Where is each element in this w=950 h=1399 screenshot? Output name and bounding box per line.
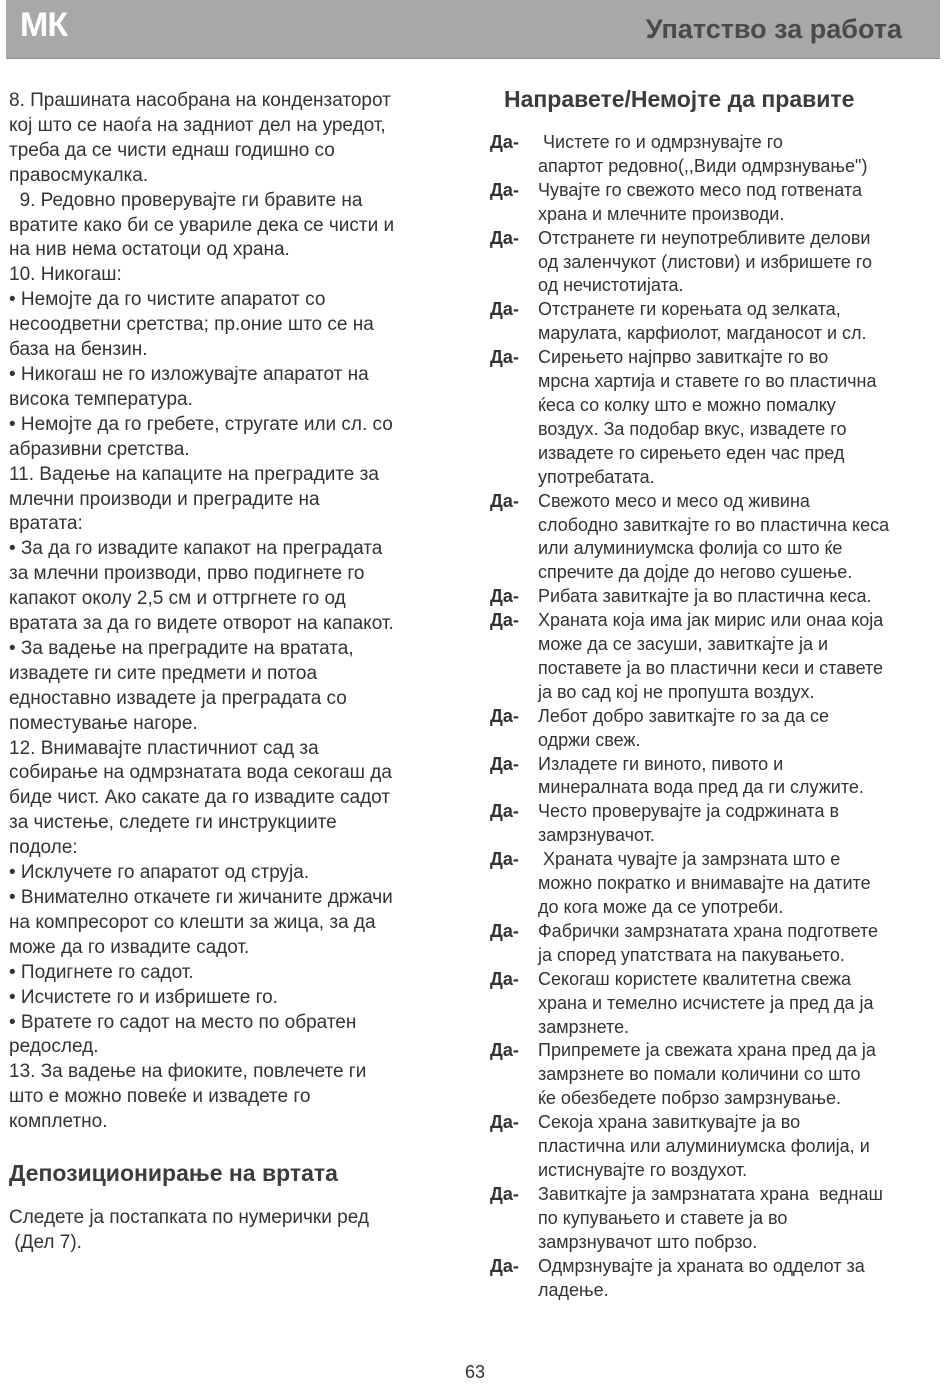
do-label: Да- bbox=[490, 920, 519, 941]
do-label: Да- bbox=[490, 1255, 519, 1276]
do-item-text: Фабрички замрзнатата храна подгответе ја според упатствата на пакувањето. bbox=[538, 920, 879, 965]
do-item bbox=[490, 753, 942, 801]
instruction-line: • Никогаш не го изложувајте апаратот на bbox=[9, 363, 369, 385]
do-item bbox=[490, 179, 942, 227]
do-item bbox=[490, 1183, 942, 1255]
do-item-text: Храната која има јак мирис или онаа која може да се засуши, завиткајте ја и поставете ја во пластични кеси и ставете ја во сад кој не пропушта воздух. bbox=[538, 610, 884, 702]
do-label: Да- bbox=[490, 227, 519, 248]
do-label: Да- bbox=[490, 1040, 519, 1061]
do-item bbox=[490, 1039, 942, 1111]
maintenance-instructions bbox=[9, 89, 469, 1135]
do-item-text: Припремете ја свежата храна пред да ја замрзнете во помали количини со што ќе обезбедете побрзо замрзнување. bbox=[538, 1040, 876, 1109]
instruction-line: вратите како би се увариле дека се чисти и bbox=[9, 214, 395, 236]
instruction-line: база на бензин. bbox=[9, 339, 148, 361]
do-item-text: Чистете го и одмрзнувајте го апартот редовно(,,Види одмрзнување") bbox=[538, 132, 868, 176]
instruction-line: млечни производи и преградите на bbox=[9, 488, 320, 510]
instruction-line: 9. Редовно проверувајте ги бравите на bbox=[9, 189, 363, 211]
do-item bbox=[490, 490, 942, 586]
instruction-line: за млечни производи, прво подигнете го bbox=[9, 563, 365, 585]
do-item-text: Отстранете ги неупотребливите делови од заленчукот (листови) и избришете го од нечистотијата. bbox=[538, 227, 872, 296]
do-label: Да- bbox=[490, 849, 519, 870]
dos-and-donts bbox=[490, 86, 942, 1302]
instruction-line: поместување нагоре. bbox=[9, 712, 198, 734]
instruction-line: 11. Вадење на капаците на преградите за bbox=[9, 463, 379, 485]
do-label: Да- bbox=[490, 705, 519, 726]
do-label: Да- bbox=[490, 1183, 519, 1204]
do-item bbox=[490, 1111, 942, 1183]
instruction-line: вратата: bbox=[9, 513, 83, 535]
instruction-line: 8. Прашината насобрана на кондензаторот bbox=[9, 90, 391, 111]
instruction-line: • Немојте да го гребете, стругате или сл. со bbox=[9, 413, 393, 435]
dos-list bbox=[490, 131, 942, 1302]
instruction-line: на компресорот со клешти за жица, за да bbox=[9, 911, 376, 933]
do-item bbox=[490, 800, 942, 848]
instruction-line: • За да го извадите капакот на преградата bbox=[9, 538, 383, 560]
instruction-line: абразивни сретства. bbox=[9, 438, 190, 460]
instruction-line: извадете ги сите предмети и потоа bbox=[9, 662, 318, 684]
do-label: Да- bbox=[490, 132, 519, 152]
do-item-text: Лебот добро завиткајте го за да се одржи свеж. bbox=[538, 705, 830, 750]
instruction-line: може да го извадите садот. bbox=[9, 936, 250, 958]
do-item-text: Свежото месо и месо од живина слободно завиткајте го во пластична кеса или алуминиумска фолија со што ќе спречите да дојде до негово сушење. bbox=[538, 490, 890, 583]
do-item-text: Секогаш користете квалитетна свежа храна и темелно исчистете ја пред да ја замрзнете. bbox=[538, 968, 874, 1037]
do-item-text: Изладете ги виното, пивото и минералната вода пред да ги служите. bbox=[538, 753, 864, 798]
do-item bbox=[490, 346, 942, 489]
do-item bbox=[490, 227, 942, 299]
do-label: Да- bbox=[490, 347, 519, 368]
instruction-line: • Немојте да го чистите апаратот со bbox=[9, 289, 326, 311]
do-item bbox=[490, 920, 942, 968]
instruction-line: собирање на одмрзнатата вода секогаш да bbox=[9, 762, 392, 784]
do-item bbox=[490, 1255, 942, 1303]
do-label: Да- bbox=[490, 610, 519, 631]
instruction-line: несоодветни сретства; пр.оние што се на bbox=[9, 314, 374, 336]
instruction-line: треба да се чисти еднаш годишно со bbox=[9, 139, 335, 161]
do-item bbox=[490, 585, 942, 609]
do-item bbox=[490, 298, 942, 346]
instruction-line: • Внимателно откачете ги жичаните држачи bbox=[9, 887, 393, 908]
do-item bbox=[490, 131, 942, 179]
do-item-text: Сирењето најпрво завиткајте го во мрсна хартија и ставете го во пластична ќеса со колку што е можно помалку воздух. За подобар вкус, извадете го извадете го сирењето еден час пред употребатата. bbox=[538, 347, 877, 487]
do-item-text: Чувајте го свежото месо под готвената храна и млечните производи. bbox=[538, 179, 862, 224]
instruction-line: вратата за да го видете отворот на капакот. bbox=[9, 613, 394, 635]
do-label: Да- bbox=[490, 179, 519, 200]
instruction-line: што е можно повеќе и извадете го bbox=[9, 1086, 311, 1108]
instruction-line: 12. Внимавајте пластичниот сад за bbox=[9, 737, 319, 759]
instruction-line: биде чист. Ако сакате да го извадите садот bbox=[9, 787, 391, 809]
instruction-line: 13. За вадење на фиоките, повлечете ги bbox=[9, 1061, 367, 1083]
do-item bbox=[490, 968, 942, 1040]
do-label: Да- bbox=[490, 490, 519, 511]
instruction-line: • Вратете го садот на место по обратен bbox=[9, 1011, 357, 1033]
instruction-line: редослед. bbox=[9, 1036, 99, 1058]
do-label: Да- bbox=[490, 586, 519, 607]
language-code: МК bbox=[20, 6, 68, 44]
do-label: Да- bbox=[490, 1112, 519, 1133]
do-label: Да- bbox=[490, 753, 519, 774]
do-label: Да- bbox=[490, 801, 519, 822]
instruction-line: едноставно извадете ја преградата со bbox=[9, 687, 347, 709]
do-label: Да- bbox=[490, 968, 519, 989]
do-item-text: Секоја храна завиткувајте ја во пластична или алуминиумска фолија, и истиснувајте го воздухот. bbox=[538, 1112, 870, 1180]
door-section-text: Следете ја постапката по нумерички ред (Дел 7). bbox=[9, 1207, 369, 1253]
instruction-line: правосмукалка. bbox=[9, 164, 149, 186]
instruction-line: капакот околу 2,5 см и оттргнете го од bbox=[9, 588, 346, 610]
do-label: Да- bbox=[490, 299, 519, 320]
do-item-text: Често проверувајте ја содржината в замрзнувачот. bbox=[538, 801, 840, 846]
do-item bbox=[490, 705, 942, 753]
instruction-line: • За вадење на преградите на вратата, bbox=[9, 637, 354, 659]
page-number: 63 bbox=[464, 1362, 486, 1382]
instruction-line: кој што се наоѓа на задниот дел на уредот, bbox=[9, 114, 386, 136]
do-item-text: Одмрзнувајте ја храната во одделот за ладење. bbox=[538, 1255, 865, 1300]
manual-title: Упатство за работа bbox=[645, 14, 902, 44]
instruction-line: подоле: bbox=[9, 837, 78, 859]
do-item-text: Храната чувајте ја замрзната што е можно пократко и внимавајте на датите до кога може да се употреби. bbox=[538, 849, 871, 917]
instruction-line: • Исклучете го апаратот од струја. bbox=[9, 862, 310, 884]
instruction-line: комплетно. bbox=[9, 1111, 108, 1133]
dos-heading: Направете/Немојте да правите bbox=[504, 86, 855, 112]
instruction-line: • Исчистете го и избришете го. bbox=[9, 986, 278, 1008]
page-header bbox=[6, 0, 940, 59]
do-item bbox=[490, 848, 942, 920]
instruction-line: • Подигнете го садот. bbox=[9, 961, 194, 983]
do-item-text: Рибата завиткајте ја во пластична кеса. bbox=[538, 586, 872, 607]
do-item-text: Отстранете ги корењата од зелката, марулата, карфиолот, магданосот и сл. bbox=[538, 299, 867, 344]
instruction-line: 10. Никогаш: bbox=[9, 264, 122, 286]
instruction-line: висока температура. bbox=[9, 388, 193, 410]
do-item bbox=[490, 609, 942, 705]
door-section-heading: Депозиционирање на вртата bbox=[9, 1160, 338, 1186]
do-item-text: Завиткајте ја замрзнатата храна веднаш по купувањето и ставете ја во замрзнувачот што побрзо. bbox=[538, 1183, 883, 1252]
instruction-line: на нив нема остатоци од храна. bbox=[9, 239, 290, 261]
instruction-line: за чистење, следете ги инструкциите bbox=[9, 812, 337, 834]
